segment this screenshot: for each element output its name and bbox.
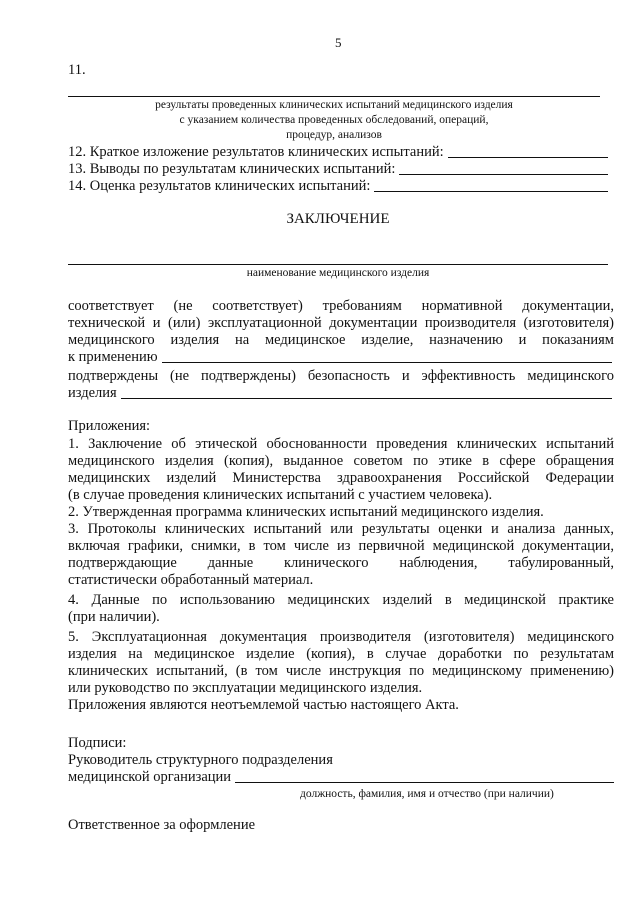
conclusion-line-2: технической и (или) эксплуатационной документации производителя (изготовителя) bbox=[68, 315, 614, 331]
head-signature-line bbox=[235, 782, 614, 783]
appendix-line-8: подтверждающие данные клинического наблюдения, табулированный, bbox=[68, 555, 614, 571]
item-11-caption-1: результаты проведенных клинических испытаний медицинского изделия bbox=[155, 99, 513, 111]
appendix-line-9: статистически обработанный материал. bbox=[68, 572, 314, 588]
appendix-line-16: Приложения являются неотъемлемой частью настоящего Акта. bbox=[68, 697, 459, 713]
indications-fill-line bbox=[162, 362, 612, 363]
item-13-fill-line bbox=[399, 174, 608, 175]
appendix-line-12: 5. Эксплуатационная документация производителя (изготовителя) медицинского bbox=[68, 629, 614, 645]
device-fill-line bbox=[121, 398, 612, 399]
conclusion-line-3: медицинского изделия на медицинское изделие, назначению и показаниям bbox=[68, 332, 614, 348]
signatures-title: Подписи: bbox=[68, 735, 127, 751]
item-13-row bbox=[68, 161, 608, 178]
appendix-line-13: изделия на медицинское изделие (копия), в случае доработки по результатам bbox=[68, 646, 614, 662]
item-13-label: 13. Выводы по результатам клинических испытаний: bbox=[68, 161, 396, 177]
item-14-fill-line bbox=[374, 191, 608, 192]
head-line-2: медицинской организации bbox=[68, 769, 232, 785]
confirmed-line-2-row bbox=[68, 385, 612, 402]
appendix-line-1: 1. Заключение об этической обоснованности проведения клинических испытаний bbox=[68, 436, 614, 452]
conclusion-line-4-row bbox=[68, 349, 612, 366]
confirmed-line-1: подтверждены (не подтверждены) безопасность и эффективность медицинского bbox=[68, 368, 614, 384]
item-12-fill-line bbox=[448, 157, 608, 158]
item-11-fill-line bbox=[68, 96, 600, 97]
conclusion-line-4: к применению bbox=[68, 349, 158, 365]
head-line-2-row bbox=[68, 769, 614, 786]
conclusion-line-1: соответствует (не соответствует) требованиям нормативной документации, bbox=[68, 298, 614, 314]
appendix-title: Приложения: bbox=[68, 418, 151, 434]
item-14-label: 14. Оценка результатов клинических испытаний: bbox=[68, 178, 371, 194]
conclusion-title: ЗАКЛЮЧЕНИЕ bbox=[286, 211, 390, 227]
appendix-line-6: 3. Протоколы клинических испытаний или результаты оценки и анализа данных, bbox=[68, 521, 614, 537]
appendix-line-4: (в случае проведения клинических испытаний с участием человека). bbox=[68, 487, 493, 503]
head-line-1: Руководитель структурного подразделения bbox=[68, 752, 333, 768]
item-12-row bbox=[68, 144, 608, 161]
item-11-caption-2: с указанием количества проведенных обследований, операций, bbox=[179, 114, 489, 126]
appendix-line-7: включая графики, снимки, в том числе из первичной медицинской документации, bbox=[68, 538, 614, 554]
item-12-label: 12. Краткое изложение результатов клинических испытаний: bbox=[68, 144, 444, 160]
item-11-caption-3: процедур, анализов bbox=[286, 129, 382, 141]
responsible-label: Ответственное за оформление bbox=[68, 817, 256, 833]
appendix-line-3: медицинских изделий Министерства здравоохранения Российской Федерации bbox=[68, 470, 614, 486]
appendix-line-5: 2. Утвержденная программа клинических испытаний медицинского изделия. bbox=[68, 504, 544, 520]
device-name-caption: наименование медицинского изделия bbox=[246, 267, 430, 279]
confirmed-line-2: изделия bbox=[68, 385, 117, 401]
page-number: 5 bbox=[335, 35, 342, 50]
appendix-line-14: клинических испытаний, (в том числе инструкция по медицинскому применению) bbox=[68, 663, 614, 679]
item-14-row bbox=[68, 178, 608, 195]
item-11-number: 11. bbox=[68, 62, 86, 78]
appendix-line-2: медицинского изделия (копия), выданное советом по этике в сфере обращения bbox=[68, 453, 614, 469]
position-caption: должность, фамилия, имя и отчество (при наличии) bbox=[300, 788, 554, 800]
device-name-line bbox=[68, 264, 608, 265]
appendix-line-11: (при наличии). bbox=[68, 609, 160, 625]
appendix-line-10: 4. Данные по использованию медицинских изделий в медицинской практике bbox=[68, 592, 614, 608]
appendix-line-15: или руководство по эксплуатации медицинского изделия. bbox=[68, 680, 423, 696]
